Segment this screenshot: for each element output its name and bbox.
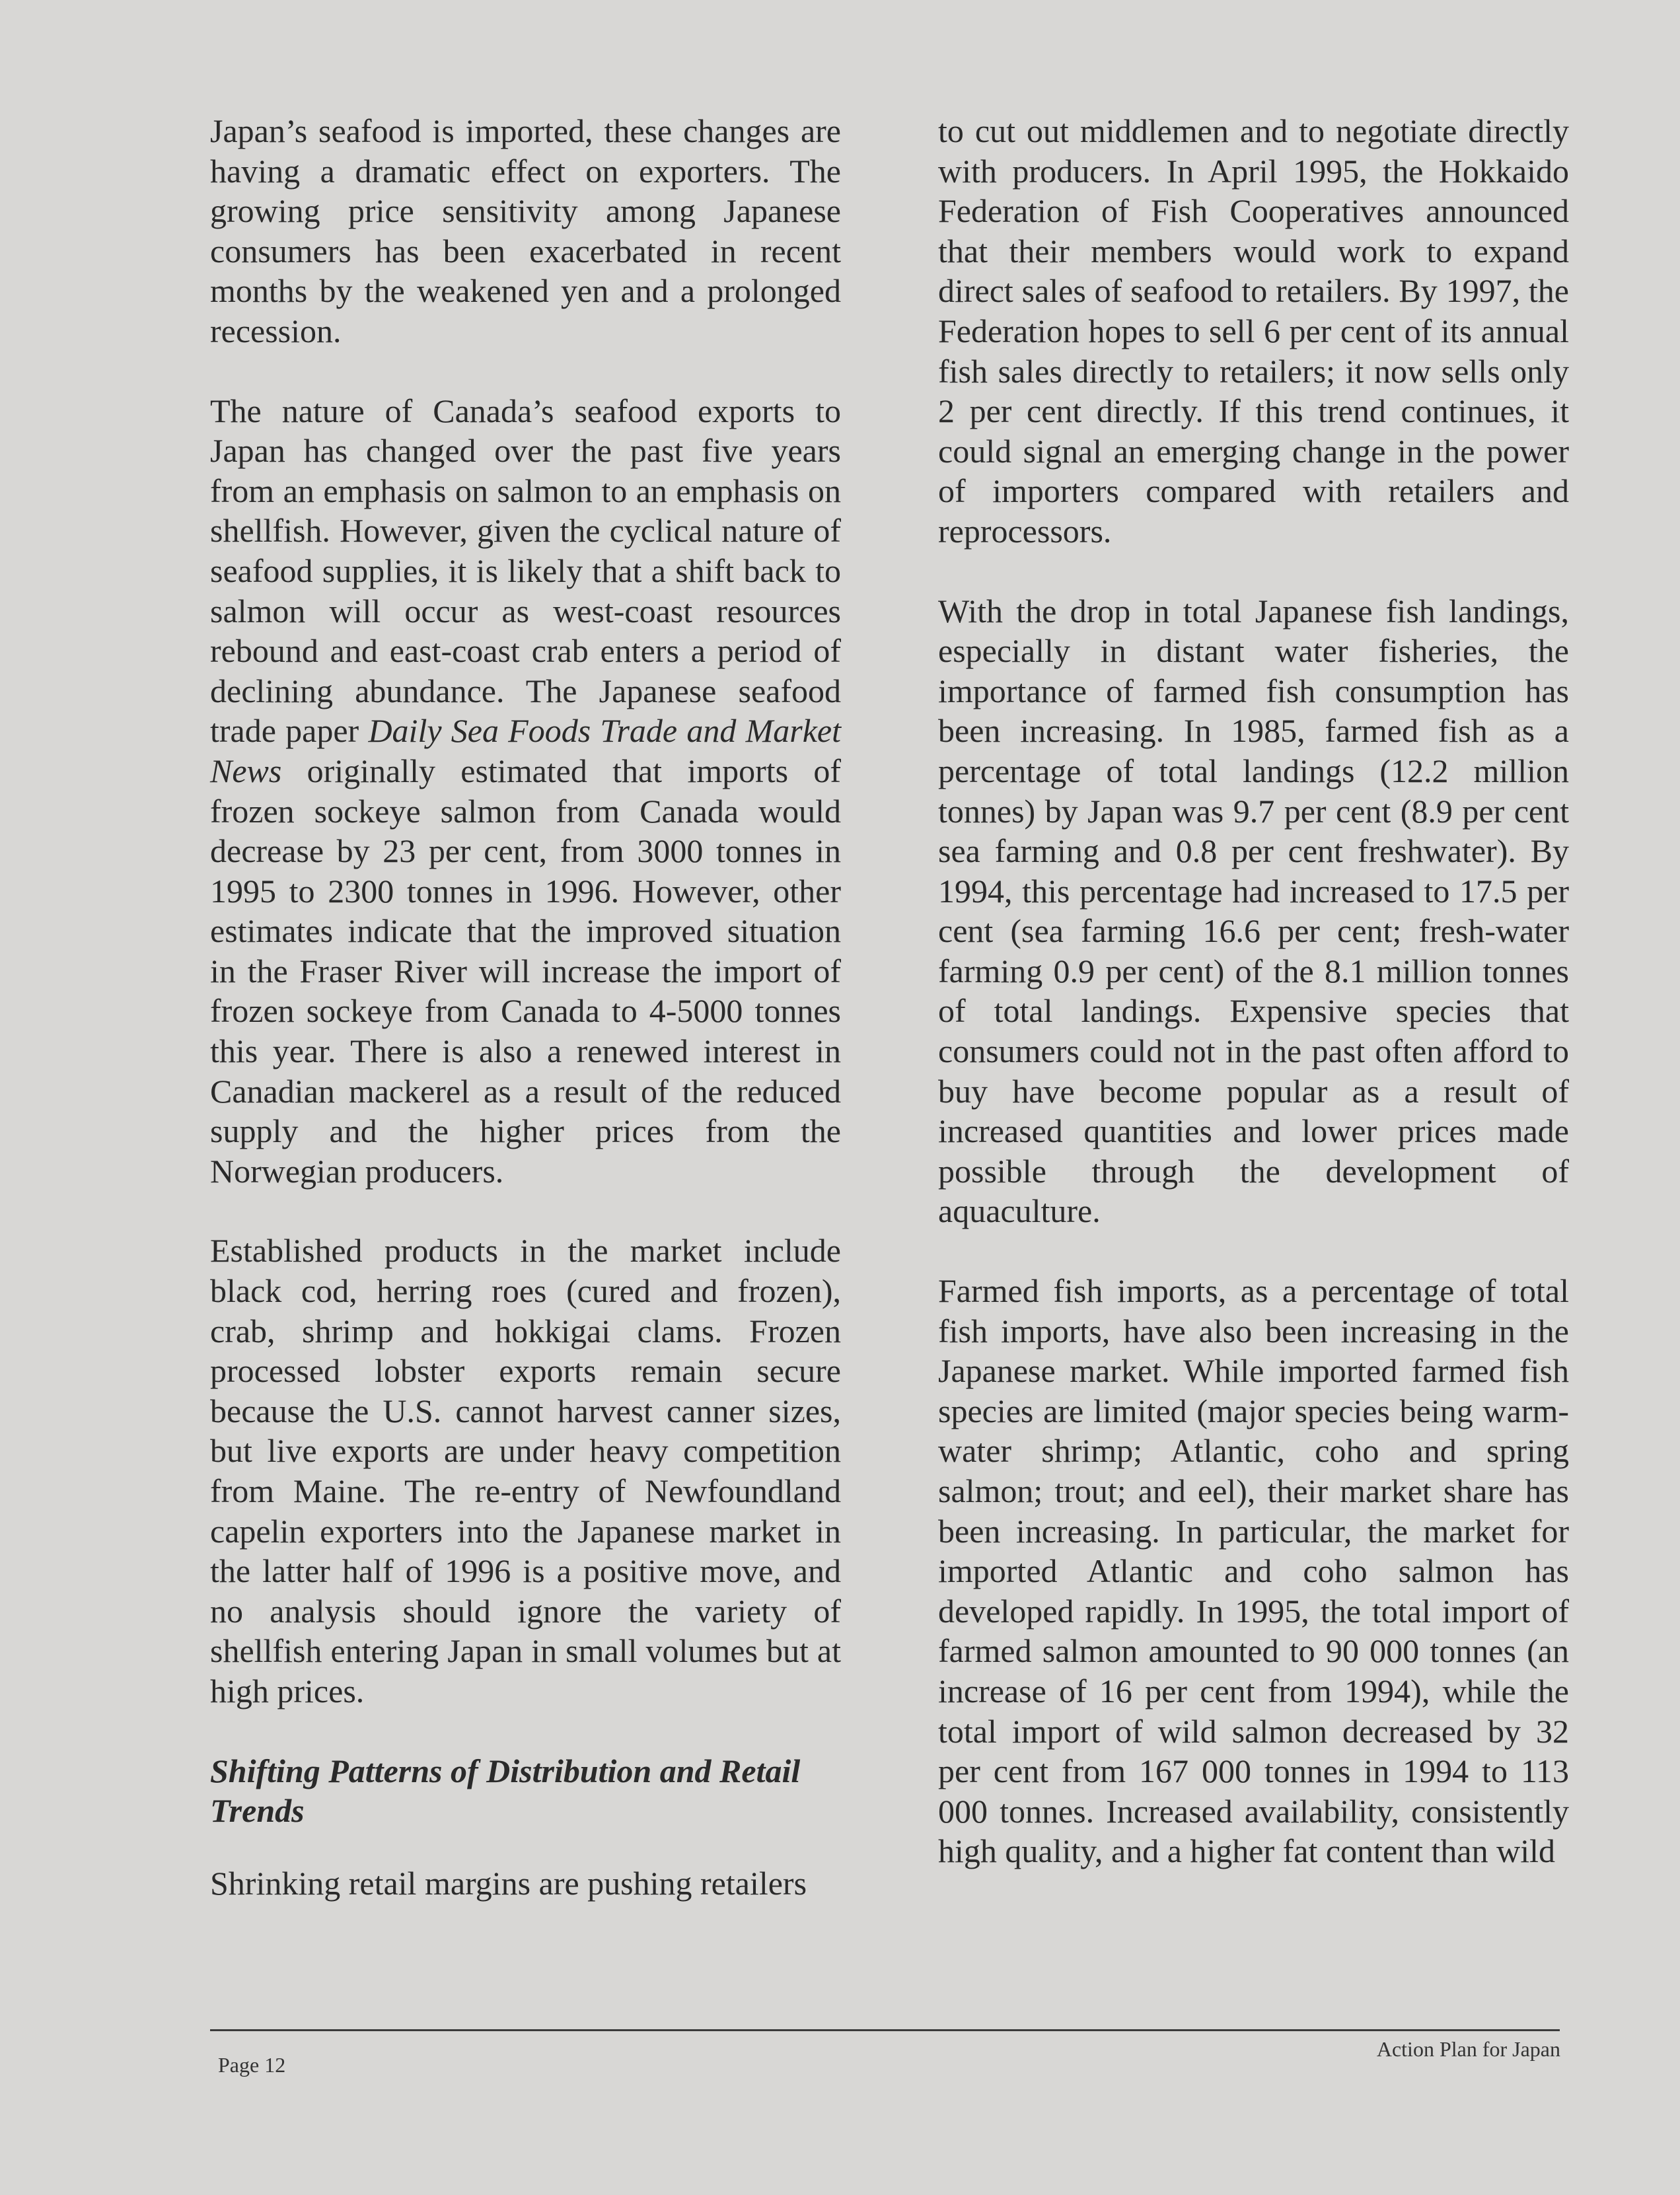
paragraph: Established products in the market include black cod, herring roes (cured and frozen), crab, shrimp and hokkigai clams. Frozen processed lobster exports remain secure because the U.S. cannot harvest canner sizes, but live exports are under heavy competition from Maine. The re-entry of Newfoundland capelin exporters into the Japanese market in the latter half of 1996 is a positive move, and no analysis should ignore the variety of shellfish entering Japan in small volumes but at high prices.	[210, 1232, 841, 1709]
page-number: Page 12	[218, 2053, 286, 2077]
paragraph: With the drop in total Japanese fish landings, especially in distant water fisheries, the importance of farmed fish consumption has been increasing. In 1985, farmed fish as a percentage of total landings (12.2 million tonnes) by Japan was 9.7 per cent (8.9 per cent sea farming and 0.8 per cent freshwater). By 1994, this percentage had increased to 17.5 per cent (sea farming 16.6 per cent; fresh-water farming 0.9 per cent) of the 8.1 million tonnes of total landings. Expensive species that consumers could not in the past often afford to buy have become popular as a result of increased quantities and lower prices made possible through the development of aquaculture.	[938, 592, 1569, 1230]
paragraph	[210, 391, 841, 1192]
document-title: Action Plan for Japan	[1376, 2037, 1560, 2061]
paragraph-text: originally estimated that imports of frozen sockeye salmon from Canada would decrease by 23 per cent, from 3000 tonnes in 1995 to 2300 tonnes in 1996. However, other estimates indicate that the improved situation in the Fraser River will increase the import of frozen sockeye from Canada to 4-5000 tonnes this year. There is also a renewed interest in Canadian mackerel as a result of the reduced supply and the higher prices from the Norwegian producers.	[210, 752, 841, 1190]
publication-title: Daily Sea Foods Trade and Market News	[210, 712, 841, 789]
right-column	[938, 111, 1569, 1911]
section-heading: Shifting Patterns of Distribution and Retail Trends	[210, 1752, 801, 1829]
paragraph: to cut out middlemen and to negotiate directly with producers. In April 1995, the Hokkaido Federation of Fish Cooperatives announced that their members would work to expand direct sales of seafood to retailers. By 1997, the Federation hopes to sell 6 per cent of its annual fish sales directly to retailers; it now sells only 2 per cent directly. If this trend continues, it could signal an emerging change in the power of importers compared with retailers and reprocessors.	[938, 112, 1569, 550]
paragraph-text: The nature of Canada’s seafood exports to Japan has changed over the past five years from an emphasis on salmon to an emphasis on shellfish. However, given the cyclical nature of seafood supplies, it is likely that a shift back to salmon will occur as west-coast resources rebound and east-coast crab enters a period of declining abundance. The Japanese seafood trade paper	[210, 392, 841, 750]
left-column	[210, 111, 841, 1943]
paragraph: Farmed fish imports, as a percentage of total fish imports, have also been increasing in the Japanese market. While imported farmed fish species are limited (major species being warm-water shrimp; Atlantic, coho and spring salmon; trout; and eel), their market share has been increasing. In particular, the market for imported Atlantic and coho salmon has developed rapidly. In 1995, the total import of farmed salmon amounted to 90 000 tonnes (an increase of 16 per cent from 1994), while the total import of wild salmon decreased by 32 per cent from 167 000 tonnes in 1994 to 113 000 tonnes. Increased availability, consistently high quality, and a higher fat content than wild	[938, 1272, 1569, 1870]
paragraph: Shrinking retail margins are pushing retailers	[210, 1864, 807, 1902]
paragraph: Japan’s seafood is imported, these changes are having a dramatic effect on exporters. The growing price sensitivity among Japanese consumers has been exacerbated in recent months by the weakened yen and a prolonged recession.	[210, 112, 841, 349]
footer-rule	[210, 2029, 1560, 2031]
